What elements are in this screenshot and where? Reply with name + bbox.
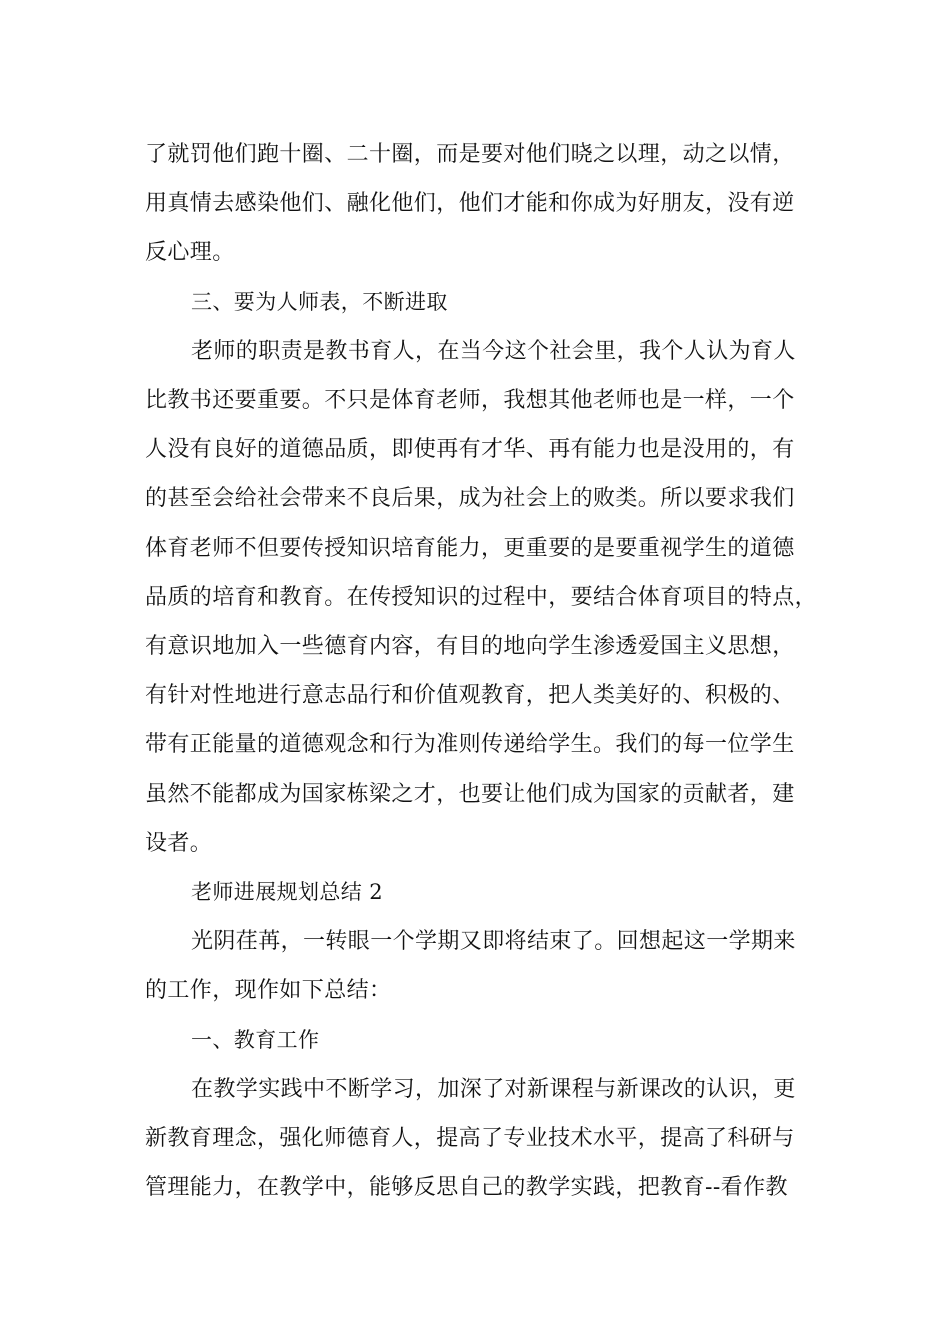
text-line: 光阴荏苒，一转眼一个学期又即将结束了。回想起这一学期来 [191, 929, 796, 955]
text-line: 虽然不能都成为国家栋梁之才，也要让他们成为国家的贡献者，建 [145, 781, 795, 807]
text-line: 的甚至会给社会带来不良后果，成为社会上的败类。所以要求我们 [145, 486, 795, 512]
text-line: 人没有良好的道德品质，即使再有才华、再有能力也是没用的，有 [145, 437, 795, 463]
document-body [145, 130, 825, 1212]
text-line: 新教育理念，强化师德育人，提高了专业技术水平，提高了科研与 [145, 1126, 795, 1152]
text-line: 了就罚他们跑十圈、二十圈，而是要对他们晓之以理，动之以情， [145, 142, 795, 167]
text-line: 有针对性地进行意志品行和价值观教育，把人类美好的、积极的、 [145, 683, 795, 709]
text-line: 的工作，现作如下总结： [145, 978, 392, 1004]
section-heading: 一、教育工作 [191, 1027, 320, 1052]
text-line: 有意识地加入一些德育内容，有目的地向学生渗透爱国主义思想， [145, 634, 795, 660]
text-line: 管理能力，在教学中，能够反思自己的教学实践，把教育--看作教 [145, 1175, 788, 1201]
text-line: 比教书还要重要。不只是体育老师，我想其他老师也是一样，一个 [145, 388, 795, 414]
text-line: 用真情去感染他们、融化他们，他们才能和你成为好朋友，没有逆 [145, 191, 795, 217]
text-line: 在教学实践中不断学习，加深了对新课程与新课改的认识，更 [191, 1076, 796, 1102]
text-line: 体育老师不但要传授知识培育能力，更重要的是要重视学生的道德 [145, 535, 795, 561]
text-line: 设者。 [145, 830, 213, 856]
text-line: 老师的职责是教书育人，在当今这个社会里，我个人认为育人 [191, 338, 796, 364]
text-line: 带有正能量的道德观念和行为准则传递给学生。我们的每一位学生 [145, 732, 795, 758]
text-line: 品质的培育和教育。在传授知识的过程中，要结合体育项目的特点， [145, 584, 818, 610]
text-line: 反心理。 [145, 240, 235, 266]
document-title: 老师进展规划总结 2 [191, 880, 384, 905]
section-heading: 三、要为人师表，不断进取 [191, 289, 448, 314]
